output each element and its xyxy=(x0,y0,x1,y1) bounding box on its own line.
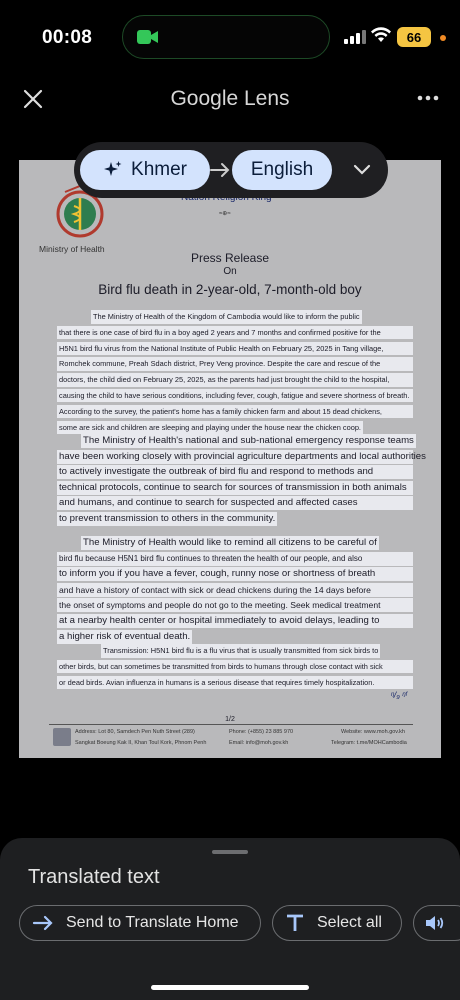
target-language-label: English xyxy=(250,159,314,180)
source-language-chip[interactable] xyxy=(80,150,210,190)
app-title: Google Lens xyxy=(170,87,290,110)
text-line: technical protocols, continue to search for sources of transmission in both animals xyxy=(57,481,413,495)
text-line: doctors, the child died on February 25, 2025, as the parents had just brought the child to the hospital, xyxy=(57,373,413,387)
text-line: or dead birds. Avian influenza in humans is a serious disease that requires timely hospitalization. xyxy=(57,676,413,690)
text-icon xyxy=(285,913,305,933)
battery-indicator: 66 xyxy=(397,27,431,47)
footer-address-line-2: Sangkat Boeung Kak II, Khan Toul Kork, Phnom Penh xyxy=(75,740,207,746)
text-line: and humans, and continue to search for suspected and affected cases xyxy=(57,496,413,510)
dynamic-island[interactable] xyxy=(122,15,330,59)
text-line: bird flu because H5N1 bird flu continues to threaten the health of our people, and also xyxy=(57,552,413,566)
ministry-label: Ministry of Health xyxy=(39,244,105,254)
text-line: at a nearby health center or hospital immediately to avoid delays, leading to xyxy=(57,614,413,628)
footer-email: Email: info@moh.gov.kh xyxy=(229,740,289,746)
text-line: The Ministry of Health's national and sub-national emergency response teams xyxy=(83,435,414,446)
paragraph-2 xyxy=(57,434,426,528)
text-line: some are sick and children are sleeping and playing under the house near the chicken coop. xyxy=(57,421,363,435)
footer-divider xyxy=(49,724,413,725)
sparkle-icon xyxy=(103,160,123,180)
send-to-translate-label: Send to Translate Home xyxy=(66,914,239,931)
text-line: a higher risk of eventual death. xyxy=(59,630,191,642)
select-all-label: Select all xyxy=(317,914,382,931)
privacy-dot xyxy=(440,35,446,41)
text-line: Romchek commune, Preah Sdach district, Prey Veng province. Despite the care and rescue of the xyxy=(57,357,413,371)
text-line: other birds, but can sometimes be transmitted from birds to humans through close contact with sick xyxy=(57,660,413,674)
text-line: to actively investigate the outbreak of bird flu and respond to methods and xyxy=(57,465,413,479)
target-language-chip[interactable] xyxy=(232,150,332,190)
status-time: 00:08 xyxy=(42,27,93,48)
paragraph-1 xyxy=(57,310,413,436)
wifi-icon xyxy=(371,27,391,43)
page-number: 1/2 xyxy=(225,716,235,723)
text-line: to prevent transmission to others in the community. xyxy=(59,512,276,524)
arrow-right-icon xyxy=(209,160,231,180)
text-line: According to the survey, the patient's home has a family chicken farm and about 15 dead chickens, xyxy=(57,405,413,419)
text-line: Transmission: H5N1 bird flu is a flu virus that is usually transmitted from sick birds to xyxy=(101,644,380,658)
more-options-icon[interactable] xyxy=(416,92,440,104)
chevron-down-icon[interactable] xyxy=(352,162,372,178)
footer-address: Address: Lot 80, Samdech Pen Nuth Street (289) xyxy=(75,729,195,735)
text-line: causing the child to have serious conditions, including fever, cough, fatigue and severe shortness of breath. xyxy=(57,389,413,403)
on-label: On xyxy=(223,266,237,277)
signature-mark: ᵑ/₉ ᵑᶠ xyxy=(391,690,407,700)
sheet-title: Translated text xyxy=(28,866,160,888)
text-line: H5N1 bird flu virus from the National Institute of Public Health on February 25, 2025 in Tang village, xyxy=(57,342,413,356)
footer-website: Website: www.moh.gov.kh xyxy=(341,729,405,735)
press-release-heading: Press Release xyxy=(190,251,270,265)
footer-emblem-icon xyxy=(53,728,71,746)
text-line: the onset of symptoms and people do not go to the meeting. Seek medical treatment xyxy=(57,598,413,612)
video-camera-icon xyxy=(137,29,159,45)
paragraph-3 xyxy=(57,536,413,645)
bottom-sheet xyxy=(0,838,460,1000)
text-line: to inform you if you have a fever, cough, runny nose or shortness of breath xyxy=(57,567,413,581)
listen-button[interactable] xyxy=(413,905,460,941)
speaker-icon xyxy=(424,913,446,933)
text-line: and have a history of contact with sick or dead chickens during the 14 days before xyxy=(57,583,413,597)
text-line: have been working closely with provincial agriculture departments and local authorities xyxy=(59,450,426,462)
cellular-signal-icon xyxy=(344,30,366,44)
footer-phone: Phone: (+855) 23 885 970 xyxy=(229,729,294,735)
footer-telegram: Telegram: t.me/MOHCambodia xyxy=(331,740,407,746)
arrow-right-icon xyxy=(32,913,54,933)
translated-document[interactable] xyxy=(19,160,441,758)
document-headline: Bird flu death in 2-year-old, 7-month-old boy xyxy=(98,282,362,297)
source-language-label: Khmer xyxy=(131,159,187,180)
send-to-translate-button[interactable] xyxy=(19,905,261,941)
text-line: The Ministry of Health of the Kingdom of Cambodia would like to inform the public xyxy=(91,310,362,324)
home-indicator[interactable] xyxy=(151,985,309,990)
motto-decoration: ≈⊕≈ xyxy=(219,211,231,217)
text-line: that there is one case of bird flu in a boy aged 2 years and 7 months and confirmed positive for the xyxy=(57,326,413,340)
paragraph-4 xyxy=(57,644,413,691)
select-all-button[interactable] xyxy=(272,905,402,941)
language-selector xyxy=(74,142,388,198)
drag-handle[interactable] xyxy=(212,850,248,854)
text-line: The Ministry of Health would like to remind all citizens to be careful of xyxy=(83,537,377,548)
